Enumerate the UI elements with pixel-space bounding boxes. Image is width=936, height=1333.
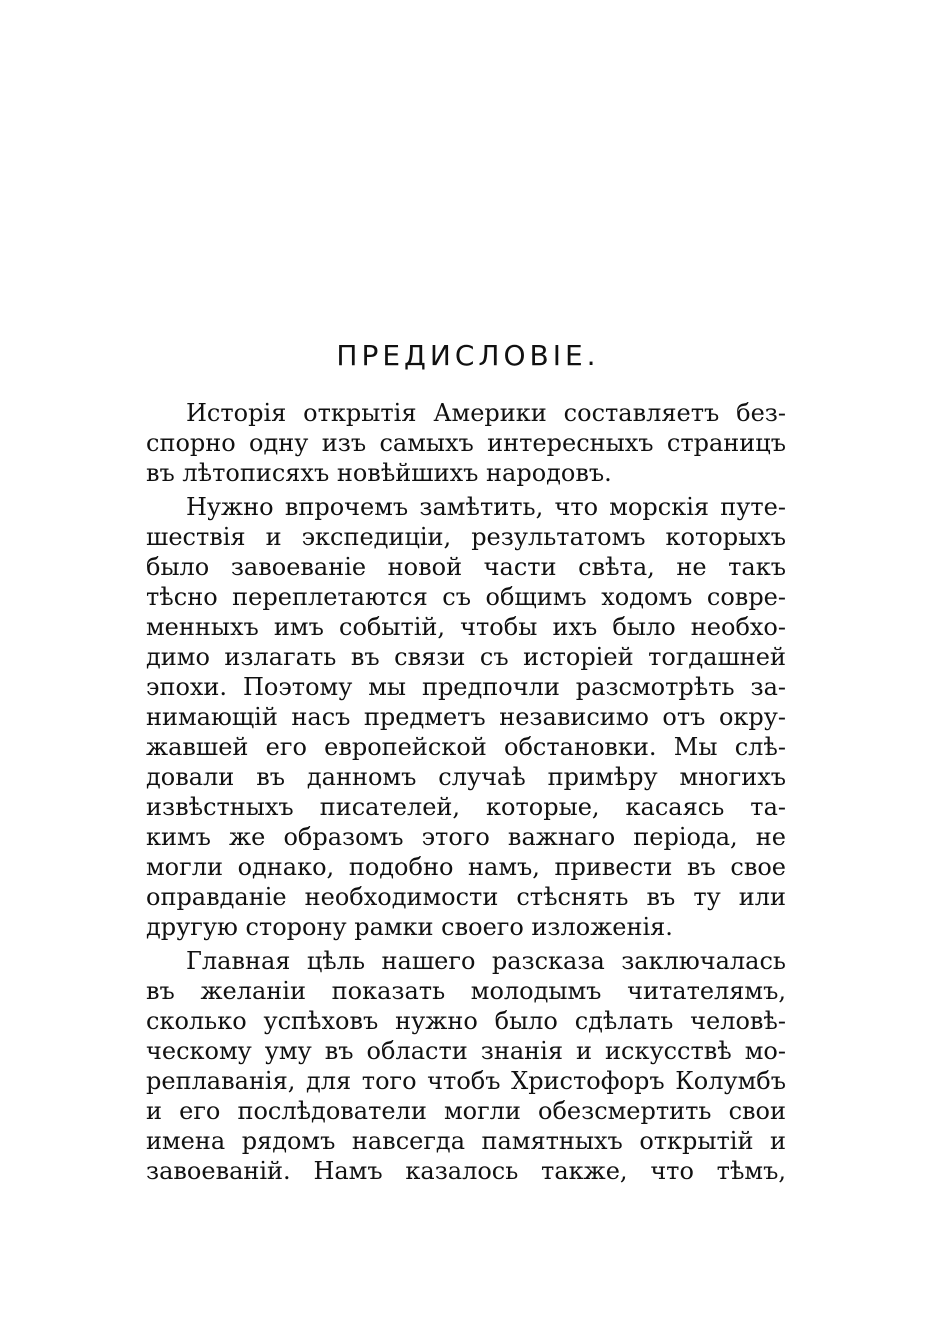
text-line: Главная цѣль нашего разсказа заключалась bbox=[186, 947, 786, 975]
text-line: жавшей его европейской обстановки. Мы слѣ- bbox=[146, 733, 786, 761]
text-line: Нужно впрочемъ замѣтить, что морскія путе- bbox=[186, 493, 786, 521]
text-line: имена рядомъ навсегда памятныхъ открытій и bbox=[146, 1127, 786, 1155]
text-line: нимающій насъ предметъ независимо отъ окру- bbox=[146, 703, 786, 731]
text-line: въ лѣтописяхъ новѣйшихъ народовъ. bbox=[146, 459, 612, 487]
text-line: менныхъ имъ событій, чтобы ихъ было необхо- bbox=[146, 613, 786, 641]
body-text bbox=[146, 398, 786, 1186]
text-line: было завоеваніе новой части свѣта, не такъ bbox=[146, 553, 786, 581]
text-line: извѣстныхъ писателей, которые, касаясь та- bbox=[146, 793, 786, 821]
text-line: довали въ данномъ случаѣ примѣру многихъ bbox=[146, 763, 786, 791]
text-line: шествія и экспедиціи, результатомъ которыхъ bbox=[146, 523, 786, 551]
text-line: завоеваній. Намъ казалось также, что тѣмъ, bbox=[146, 1157, 786, 1185]
text-line: сколько успѣховъ нужно было сдѣлать человѣ- bbox=[146, 1007, 786, 1035]
text-line: другую сторону рамки своего изложенія. bbox=[146, 913, 673, 941]
text-line: ческому уму въ области знанія и искусствѣ мо- bbox=[146, 1037, 786, 1065]
text-line: тѣсно переплетаются съ общимъ ходомъ совре- bbox=[146, 583, 786, 611]
page-title: ПРЕДИСЛОВІЕ. bbox=[336, 339, 600, 372]
text-line: эпохи. Поэтому мы предпочли разсмотрѣть за- bbox=[146, 673, 786, 701]
text-line: въ желаніи показать молодымъ читателямъ, bbox=[146, 977, 786, 1005]
text-line: и его послѣдователи могли обезсмертить свои bbox=[146, 1097, 786, 1125]
text-line: Исторія открытія Америки составляетъ без- bbox=[186, 399, 786, 427]
text-line: оправданіе необходимости стѣснять въ ту или bbox=[146, 883, 786, 911]
text-line: реплаванія, для того чтобъ Христофоръ Колумбъ bbox=[146, 1067, 786, 1095]
text-line: кимъ же образомъ этого важнаго періода, не bbox=[146, 823, 786, 851]
text-line: димо излагать въ связи съ исторіей тогдашней bbox=[146, 643, 786, 671]
text-line: могли однако, подобно намъ, привести въ свое bbox=[146, 853, 786, 881]
text-line: спорно одну изъ самыхъ интересныхъ страницъ bbox=[146, 429, 786, 457]
